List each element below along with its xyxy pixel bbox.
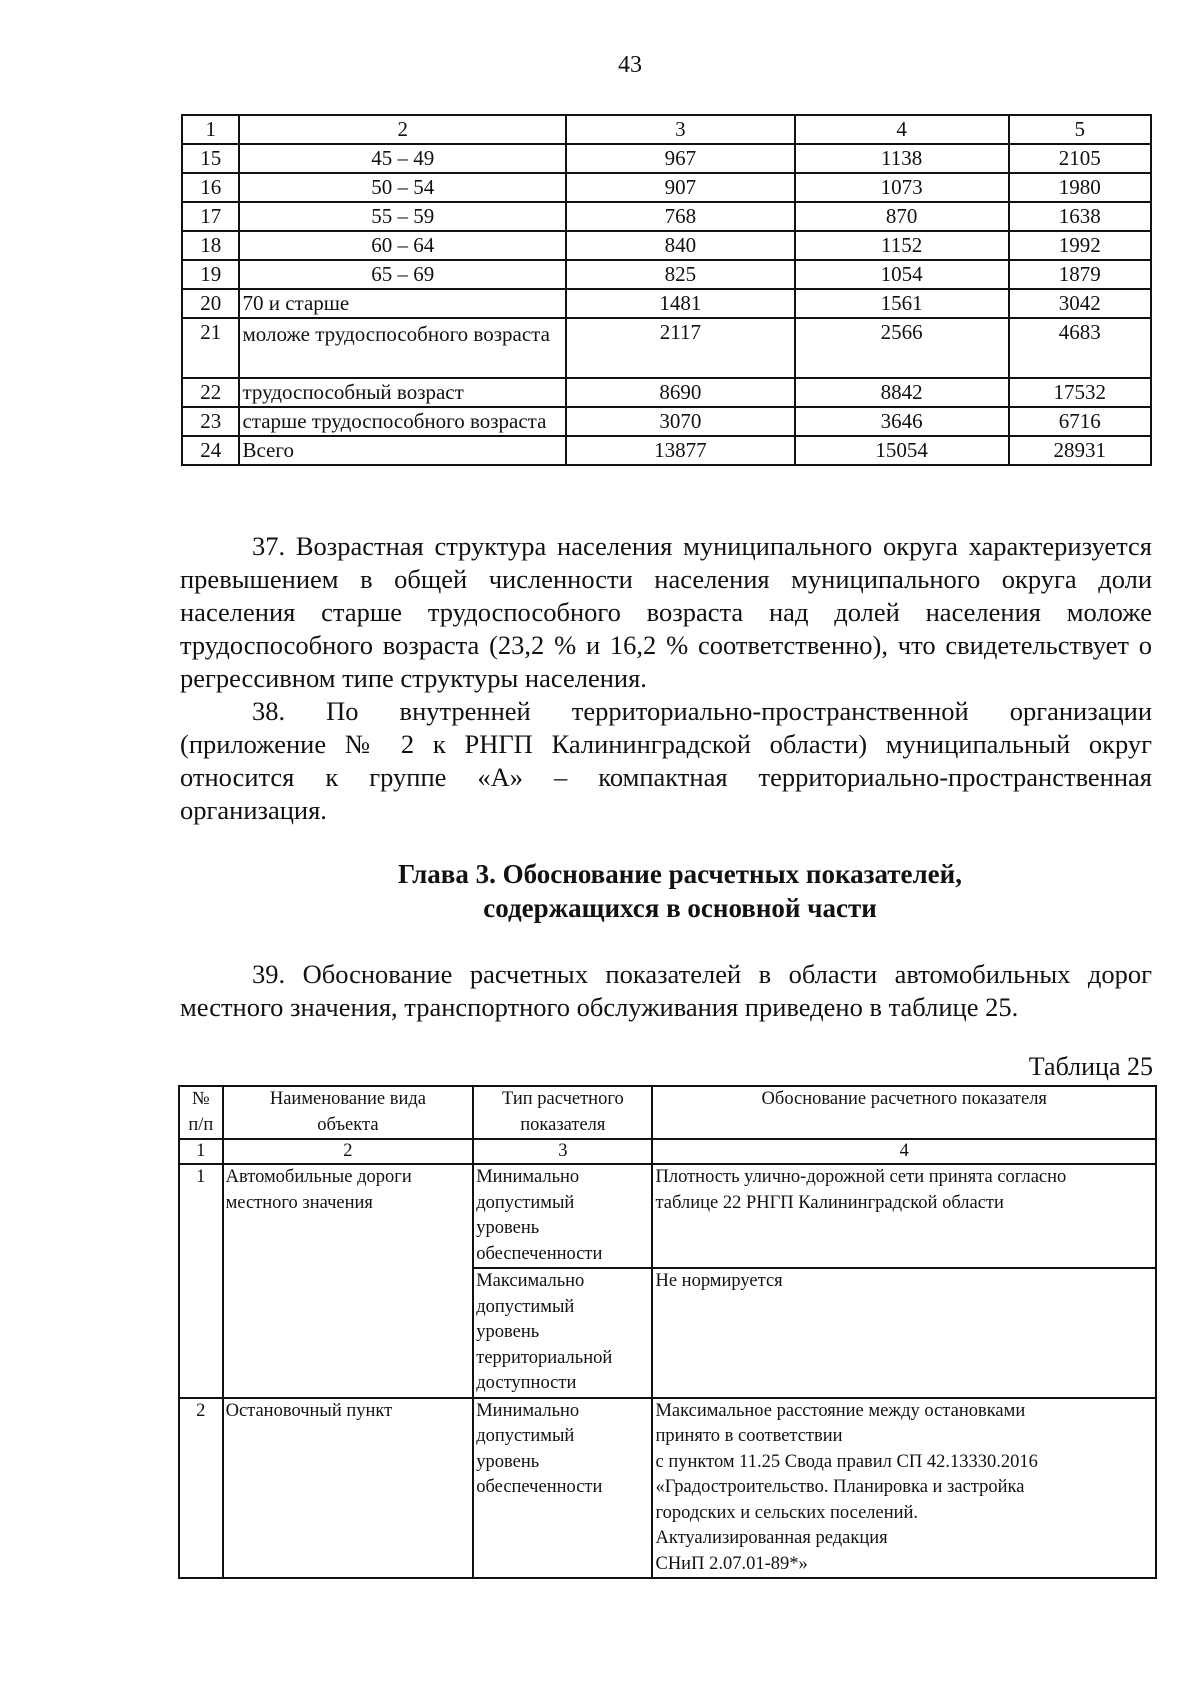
value-col3: 825 (566, 260, 795, 289)
indicator-type-text: Минимально (476, 1167, 580, 1187)
value-col3: 907 (566, 173, 795, 202)
row-number: 19 (182, 260, 239, 289)
indicator-type-text: обеспеченности (476, 1243, 603, 1264)
age-group: 70 и старше (239, 289, 566, 318)
paragraph-37 (180, 530, 1152, 695)
value-col4: 2566 (795, 318, 1009, 378)
table-row (182, 260, 1151, 289)
indicator-basis (652, 1164, 1156, 1268)
table-row (182, 231, 1151, 260)
indicator-type-text: допустимый (476, 1192, 575, 1213)
age-group: 65 – 69 (239, 260, 566, 289)
basis-text: с пунктом 11.25 Свода правил СП 42.13330.2016 (655, 1451, 1038, 1472)
indicator-basis (652, 1398, 1156, 1579)
value-col3: 967 (566, 144, 795, 173)
age-group: старше трудоспособного возраста (239, 407, 566, 436)
row-number: 20 (182, 289, 239, 318)
column-number: 2 (223, 1139, 474, 1164)
chapter-heading (180, 857, 1180, 925)
paragraph-38 (180, 695, 1152, 827)
age-group: моложе трудоспособного возраста (239, 318, 566, 378)
column-number: 2 (239, 115, 566, 144)
table-row (182, 144, 1151, 173)
row-number: 22 (182, 378, 239, 407)
table-row (182, 378, 1151, 407)
indicator-type-text: допустимый (476, 1296, 575, 1317)
table-25 (178, 1085, 1157, 1579)
indicator-type-text: уровень (476, 1451, 540, 1472)
object-name-text: Остановочный пункт (225, 1400, 393, 1421)
row-number: 17 (182, 202, 239, 231)
age-group: трудоспособный возраст (239, 378, 566, 407)
header-indicator-type (473, 1086, 652, 1139)
value-col3: 13877 (566, 436, 795, 465)
row-number: 18 (182, 231, 239, 260)
row-number: 1 (179, 1164, 223, 1398)
table-row (182, 289, 1151, 318)
value-col5: 2105 (1009, 144, 1151, 173)
basis-text: Не нормируется (655, 1271, 783, 1291)
column-number: 3 (473, 1139, 652, 1164)
table-row (182, 173, 1151, 202)
header-text: Наименование вида (269, 1089, 426, 1109)
age-group: 60 – 64 (239, 231, 566, 260)
age-group: 45 – 49 (239, 144, 566, 173)
value-col4: 1152 (795, 231, 1009, 260)
chapter-heading-line: Глава 3. Обоснование расчетных показателей, (398, 859, 962, 889)
value-col5: 4683 (1009, 318, 1151, 378)
object-name-text: Автомобильные дороги (225, 1167, 412, 1187)
table-header-row (182, 115, 1151, 144)
population-age-table (181, 114, 1152, 466)
value-col3: 3070 (566, 407, 795, 436)
column-number: 1 (182, 115, 239, 144)
table-caption: Таблица 25 (1028, 1052, 1153, 1081)
paragraph-39 (180, 958, 1152, 1024)
paragraph-text: 37. Возрастная структура населения муниципального округа характеризуется превышением в общей численности населения муниципального округа доли населения старше трудоспособного возраста над долей населения моложе трудоспособного возраста (23,2 % и 16,2 % соответственно), что свидетельствует о регрессивном типе структуры населения. (180, 531, 1152, 693)
object-name-text: местного значения (225, 1192, 373, 1213)
value-col3: 1481 (566, 289, 795, 318)
header-object-name (223, 1086, 474, 1139)
row-number: 2 (179, 1398, 223, 1579)
page-number: 43 (618, 52, 642, 78)
header-text: Обоснование расчетного показателя (761, 1089, 1047, 1109)
value-col4: 1138 (795, 144, 1009, 173)
table-row (182, 407, 1151, 436)
value-col4: 8842 (795, 378, 1009, 407)
row-number: 23 (182, 407, 239, 436)
row-number: 21 (182, 318, 239, 378)
table-header-row (179, 1086, 1156, 1139)
value-col5: 17532 (1009, 378, 1151, 407)
value-col4: 15054 (795, 436, 1009, 465)
value-col5: 6716 (1009, 407, 1151, 436)
column-number: 1 (179, 1139, 223, 1164)
value-col3: 840 (566, 231, 795, 260)
value-col3: 768 (566, 202, 795, 231)
value-col5: 1980 (1009, 173, 1151, 202)
indicator-type-text: Минимально (476, 1400, 580, 1421)
value-col4: 1561 (795, 289, 1009, 318)
age-group: 50 – 54 (239, 173, 566, 202)
basis-text: Актуализированная редакция (655, 1528, 888, 1548)
table-row (182, 202, 1151, 231)
age-group: Всего (239, 436, 566, 465)
table-row (182, 436, 1151, 465)
value-col4: 1054 (795, 260, 1009, 289)
indicator-type-text: обеспеченности (476, 1477, 603, 1497)
basis-text: «Градостроительство. Планировка и застройка (655, 1477, 1025, 1497)
indicator-type-text: Максимально (476, 1271, 585, 1291)
header-basis (652, 1086, 1156, 1139)
row-number: 24 (182, 436, 239, 465)
row-number: 15 (182, 144, 239, 173)
value-col5: 1638 (1009, 202, 1151, 231)
basis-text: СНиП 2.07.01-89*» (655, 1553, 808, 1574)
header-text: № (191, 1089, 210, 1109)
value-col4: 870 (795, 202, 1009, 231)
basis-text: Максимальное расстояние между остановками (655, 1400, 1026, 1421)
basis-text: таблице 22 РНГП Калининградской области (655, 1192, 1004, 1213)
table-row (179, 1164, 1156, 1268)
indicator-type-text: уровень (476, 1218, 540, 1238)
object-name (223, 1398, 474, 1579)
indicator-type (473, 1164, 652, 1268)
basis-text: Плотность улично-дорожной сети принята согласно (655, 1167, 1067, 1187)
value-col3: 8690 (566, 378, 795, 407)
basis-text: принято в соответствии (655, 1426, 843, 1446)
row-number: 16 (182, 173, 239, 202)
indicator-type-text: уровень (476, 1322, 540, 1342)
value-col5: 28931 (1009, 436, 1151, 465)
paragraph-text: 39. Обоснование расчетных показателей в области автомобильных дорог местного значения, транспортного обслуживания приведено в таблице 25. (180, 959, 1152, 1022)
header-text: объекта (317, 1114, 379, 1135)
age-group: 55 – 59 (239, 202, 566, 231)
column-number-row (179, 1139, 1156, 1164)
column-number: 4 (652, 1139, 1156, 1164)
column-number: 4 (795, 115, 1009, 144)
chapter-heading-line: содержащихся в основной части (483, 893, 877, 923)
header-text: показателя (520, 1114, 606, 1135)
value-col5: 1992 (1009, 231, 1151, 260)
header-text: Тип расчетного (502, 1089, 624, 1109)
value-col4: 1073 (795, 173, 1009, 202)
indicator-basis (652, 1268, 1156, 1398)
table-row (182, 318, 1151, 378)
object-name (223, 1164, 474, 1398)
indicator-type (473, 1268, 652, 1398)
header-number (179, 1086, 223, 1139)
indicator-type-text: допустимый (476, 1426, 575, 1446)
column-number: 5 (1009, 115, 1151, 144)
paragraph-text: 38. По внутренней территориально-пространственной организации (приложение № 2 к РНГП Калининградской области) муниципальный округ относится к группе «А» – компактная территориально-пространственная организация. (180, 696, 1152, 825)
table-row (179, 1398, 1156, 1579)
value-col3: 2117 (566, 318, 795, 378)
column-number: 3 (566, 115, 795, 144)
value-col5: 3042 (1009, 289, 1151, 318)
indicator-type-text: доступности (476, 1373, 577, 1393)
header-text: п/п (188, 1114, 214, 1135)
indicator-type-text: территориальной (476, 1347, 613, 1368)
value-col5: 1879 (1009, 260, 1151, 289)
basis-text: городских и сельских поселений. (655, 1502, 919, 1523)
value-col4: 3646 (795, 407, 1009, 436)
indicator-type (473, 1398, 652, 1579)
